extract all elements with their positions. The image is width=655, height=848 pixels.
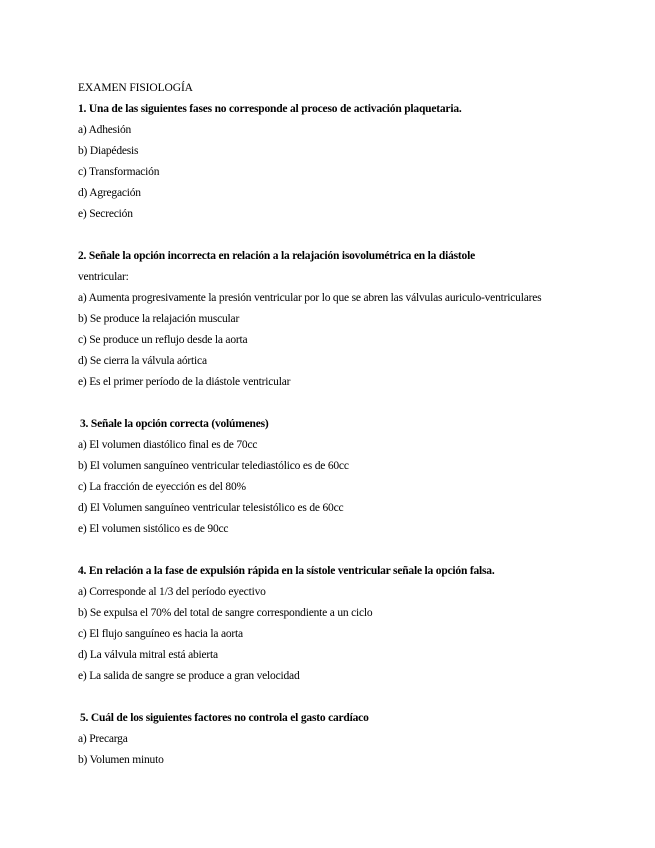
question-2-option-d: d) Se cierra la válvula aórtica bbox=[78, 355, 207, 367]
question-1-text: 1. Una de las siguientes fases no corresponde al proceso de activación plaquetaria. bbox=[78, 103, 462, 115]
question-2-option-c: c) Se produce un reflujo desde la aorta bbox=[78, 334, 248, 346]
question-4-option-e: e) La salida de sangre se produce a gran velocidad bbox=[78, 670, 300, 682]
question-4-text: 4. En relación a la fase de expulsión rápida en la sístole ventricular señale la opción falsa. bbox=[78, 565, 495, 577]
question-2-option-b: b) Se produce la relajación muscular bbox=[78, 313, 240, 325]
exam-page bbox=[78, 78, 638, 771]
question-3-option-d: d) El Volumen sanguíneo ventricular telesistólico es de 60cc bbox=[78, 502, 344, 514]
question-3-text: 3. Señale la opción correcta (volúmenes) bbox=[80, 418, 269, 430]
spacer bbox=[78, 393, 638, 414]
question-1-option-b: b) Diapédesis bbox=[78, 145, 139, 157]
question-5-text: 5. Cuál de los siguientes factores no controla el gasto cardíaco bbox=[80, 712, 369, 724]
question-1-option-a: a) Adhesión bbox=[78, 124, 132, 136]
spacer bbox=[78, 540, 638, 561]
question-3-option-e: e) El volumen sistólico es de 90cc bbox=[78, 523, 229, 535]
question-5-option-a: a) Precarga bbox=[78, 733, 128, 745]
question-3-option-c: c) La fracción de eyección es del 80% bbox=[78, 481, 246, 493]
question-5-option-b: b) Volumen minuto bbox=[78, 754, 164, 766]
question-1-option-e: e) Secreción bbox=[78, 208, 133, 220]
question-2-option-e: e) Es el primer período de la diástole ventricular bbox=[78, 376, 291, 388]
question-4-option-a: a) Corresponde al 1/3 del período eyectivo bbox=[78, 586, 266, 598]
question-1-option-c: c) Transformación bbox=[78, 166, 160, 178]
spacer bbox=[78, 225, 638, 246]
question-4-option-c: c) El flujo sanguíneo es hacia la aorta bbox=[78, 628, 243, 640]
question-4-option-d: d) La válvula mitral está abierta bbox=[78, 649, 218, 661]
question-3-option-a: a) El volumen diastólico final es de 70cc bbox=[78, 439, 258, 451]
question-3-option-b: b) El volumen sanguíneo ventricular telediastólico es de 60cc bbox=[78, 460, 349, 472]
question-1-option-d: d) Agregación bbox=[78, 187, 141, 199]
question-4-option-b: b) Se expulsa el 70% del total de sangre correspondiente a un ciclo bbox=[78, 607, 373, 619]
question-2-text: 2. Señale la opción incorrecta en relación a la relajación isovolumétrica en la diástole bbox=[78, 250, 475, 262]
spacer bbox=[78, 687, 638, 708]
question-2-text-continued: ventricular: bbox=[78, 271, 129, 283]
exam-title: EXAMEN FISIOLOGÍA bbox=[78, 82, 193, 94]
question-2-option-a: a) Aumenta progresivamente la presión ventricular por lo que se abren las válvulas auriculo-ventriculares bbox=[78, 292, 542, 304]
